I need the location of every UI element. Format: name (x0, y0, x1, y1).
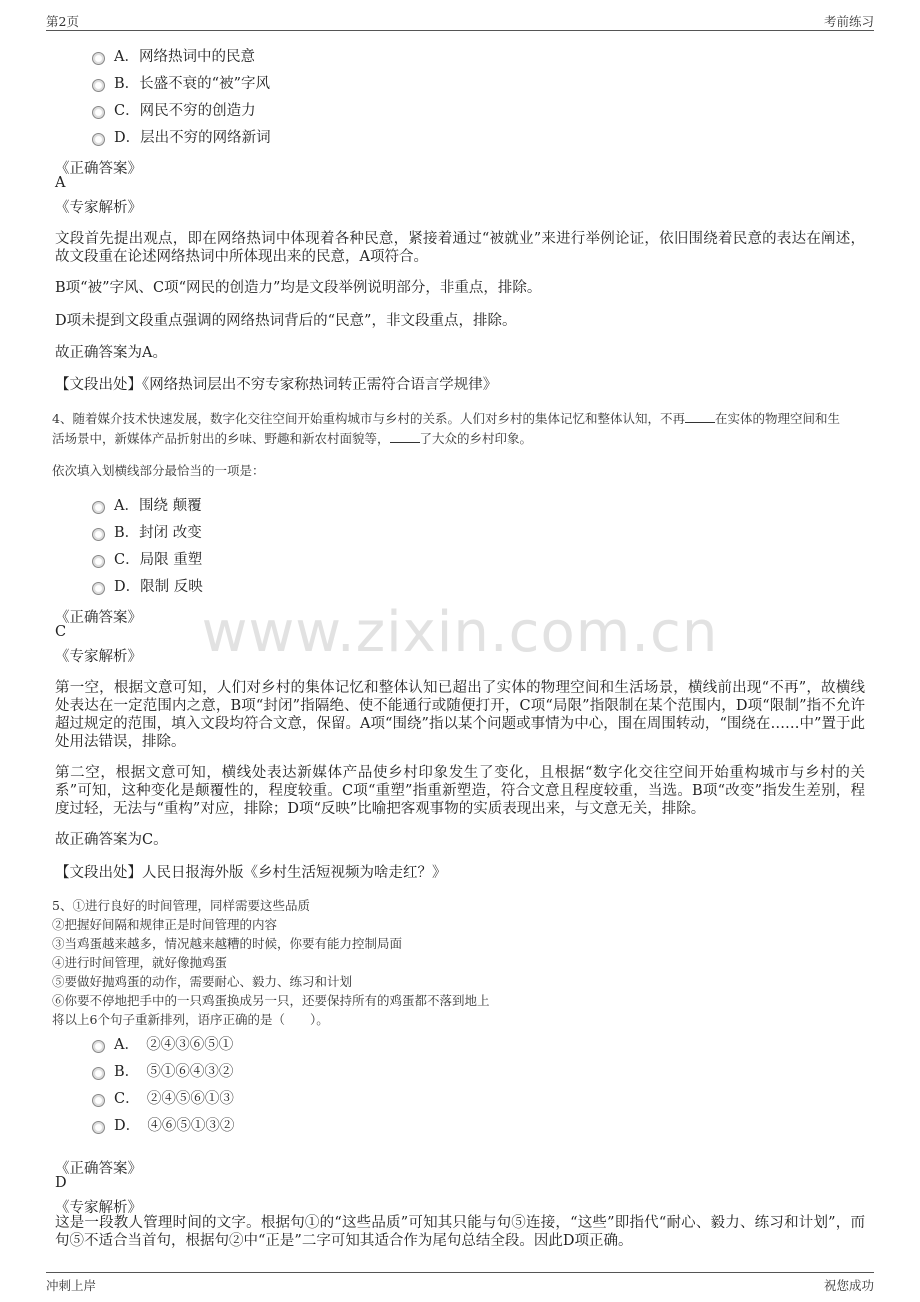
q3-option-d[interactable]: D．层出不穷的网络新词 (92, 128, 271, 148)
q4-option-d[interactable]: D．限制 反映 (92, 577, 203, 597)
page-number: 第2页 (46, 14, 79, 29)
q4-source: 【文段出处】人民日报海外版《乡村生活短视频为啥走红？》 (55, 865, 447, 881)
q5-sentence-2: ②把握好间隔和规律正是时间管理的内容 (52, 917, 278, 932)
q5-prompt: 将以上6个句子重新排列，语序正确的是（ ）。 (52, 1012, 329, 1027)
radio-icon[interactable] (92, 528, 105, 541)
radio-icon[interactable] (92, 501, 105, 514)
q5-analysis-label: 《专家解析》 (55, 1200, 142, 1216)
q4-analysis-p2: 第二空，根据文意可知，横线处表达新媒体产品使乡村印象发生了变化，且根据“数字化交往空间开始重构城市与乡村的关系”可知，这种变化是颠覆性的，程度较重。C项“重塑”指重新塑造，符合文意且程度较重，当选。B项“改变”指发生差别，程度过轻，无法与“重构”对应，排除；D项“反映”比喻把客观事物的实质表现出来，与文意无关，排除。 (55, 765, 865, 817)
q5-sentence-1: 5、①进行良好的时间管理，同样需要这些品质 (52, 898, 310, 913)
q4-analysis-label: 《专家解析》 (55, 649, 142, 665)
q5-answer-label: 《正确答案》 (55, 1161, 142, 1177)
q4-option-b[interactable]: B．封闭 改变 (92, 523, 202, 543)
page-header (46, 12, 874, 31)
q3-option-a[interactable]: A．网络热词中的民意 (92, 47, 255, 67)
q5-option-d[interactable]: D． ④⑥⑤①③② (92, 1116, 234, 1136)
q4-analysis-p1: 第一空，根据文意可知，人们对乡村的集体记忆和整体认知已超出了实体的物理空间和生活场景，横线前出现“不再”，故横线处表达在一定范围内之意，B项“封闭”指隔绝、使不能通行或随便打开，C项“局限”指限制在某个范围内，D项“限制”指不允许超过规定的范围，填入文段均符合文意，保留。A项“围绕”指以某个问题或事情为中心，围在周围转动，“围绕在……中”置于此处用法错误，排除。 (55, 680, 865, 750)
page-footer (46, 1272, 874, 1294)
radio-icon[interactable] (92, 1094, 105, 1107)
watermark: www.zixin.com.cn (201, 600, 719, 665)
blank-2 (390, 430, 420, 443)
radio-icon[interactable] (92, 555, 105, 568)
footer-right-text: 祝您成功 (823, 1278, 874, 1293)
radio-icon[interactable] (92, 79, 105, 92)
footer-left-text: 冲刺上岸 (46, 1278, 97, 1293)
q5-analysis: 这是一段教人管理时间的文字。根据句①的“这些品质”可知其只能与句⑤连接，“这些”即指代“耐心、毅力、练习和计划”，而句⑤不适合当首句，根据句②中“正是”二字可知其适合作为尾句总结全段。因此D项正确。 (55, 1215, 865, 1249)
q5-sentence-4: ④进行时间管理，就好像抛鸡蛋 (52, 955, 228, 970)
q5-sentence-3: ③当鸡蛋越来越多，情况越来越糟的时候，你要有能力控制局面 (52, 936, 403, 951)
q4-option-c[interactable]: C．局限 重塑 (92, 550, 202, 570)
q5-option-b[interactable]: B． ⑤①⑥④③② (92, 1062, 233, 1082)
q3-analysis-label: 《专家解析》 (55, 200, 142, 216)
radio-icon[interactable] (92, 1040, 105, 1053)
q5-sentence-5: ⑤要做好抛鸡蛋的动作，需要耐心、毅力、练习和计划 (52, 974, 353, 989)
q4-answer: C (55, 624, 67, 640)
q3-answer-label: 《正确答案》 (55, 161, 142, 177)
radio-icon[interactable] (92, 1121, 105, 1134)
q3-answer: A (55, 175, 66, 191)
q5-option-a[interactable]: A． ②④③⑥⑤① (92, 1035, 233, 1055)
q5-answer: D (55, 1175, 67, 1191)
blank-1 (685, 410, 715, 423)
q5-option-c[interactable]: C． ②④⑤⑥①③ (92, 1089, 234, 1109)
header-title: 考前练习 (823, 14, 874, 29)
q4-answer-label: 《正确答案》 (55, 610, 142, 626)
radio-icon[interactable] (92, 106, 105, 119)
q3-analysis-p4: 故正确答案为A。 (55, 345, 167, 361)
radio-icon[interactable] (92, 1067, 105, 1080)
q4-stem: 4、随着媒介技术快速发展，数字化交往空间开始重构城市与乡村的关系。人们对乡村的集体记忆和整体认知，不再 在实体的物理空间和生 活场景中，新媒体产品折射出的乡味、野趣和新农村面貌等， 了大众的乡村印象。 (52, 411, 840, 446)
q3-option-b[interactable]: B．长盛不衰的“被”字风 (92, 74, 270, 94)
q5-sentence-6: ⑥你要不停地把手中的一只鸡蛋换成另一只，还要保持所有的鸡蛋都不落到地上 (52, 993, 490, 1008)
q4-option-a[interactable]: A．围绕 颠覆 (92, 496, 202, 516)
q4-analysis-p3: 故正确答案为C。 (55, 832, 168, 848)
radio-icon[interactable] (92, 52, 105, 65)
q3-analysis-p1: 文段首先提出观点，即在网络热词中体现着各种民意，紧接着通过“被就业”来进行举例论证，依旧围绕着民意的表达在阐述，故文段重在论述网络热词中所体现出来的民意，A项符合。 (55, 231, 865, 265)
q4-prompt: 依次填入划横线部分最恰当的一项是： (52, 463, 265, 478)
q3-analysis-p2: B项“被”字风、C项“网民的创造力”均是文段举例说明部分，非重点，排除。 (55, 280, 542, 296)
q3-source: 【文段出处】《网络热词层出不穷专家称热词转正需符合语言学规律》 (55, 377, 498, 393)
radio-icon[interactable] (92, 582, 105, 595)
q3-analysis-p3: D项未提到文段重点强调的网络热词背后的“民意”，非文段重点，排除。 (55, 313, 517, 329)
q3-option-c[interactable]: C．网民不穷的创造力 (92, 101, 256, 121)
radio-icon[interactable] (92, 133, 105, 146)
